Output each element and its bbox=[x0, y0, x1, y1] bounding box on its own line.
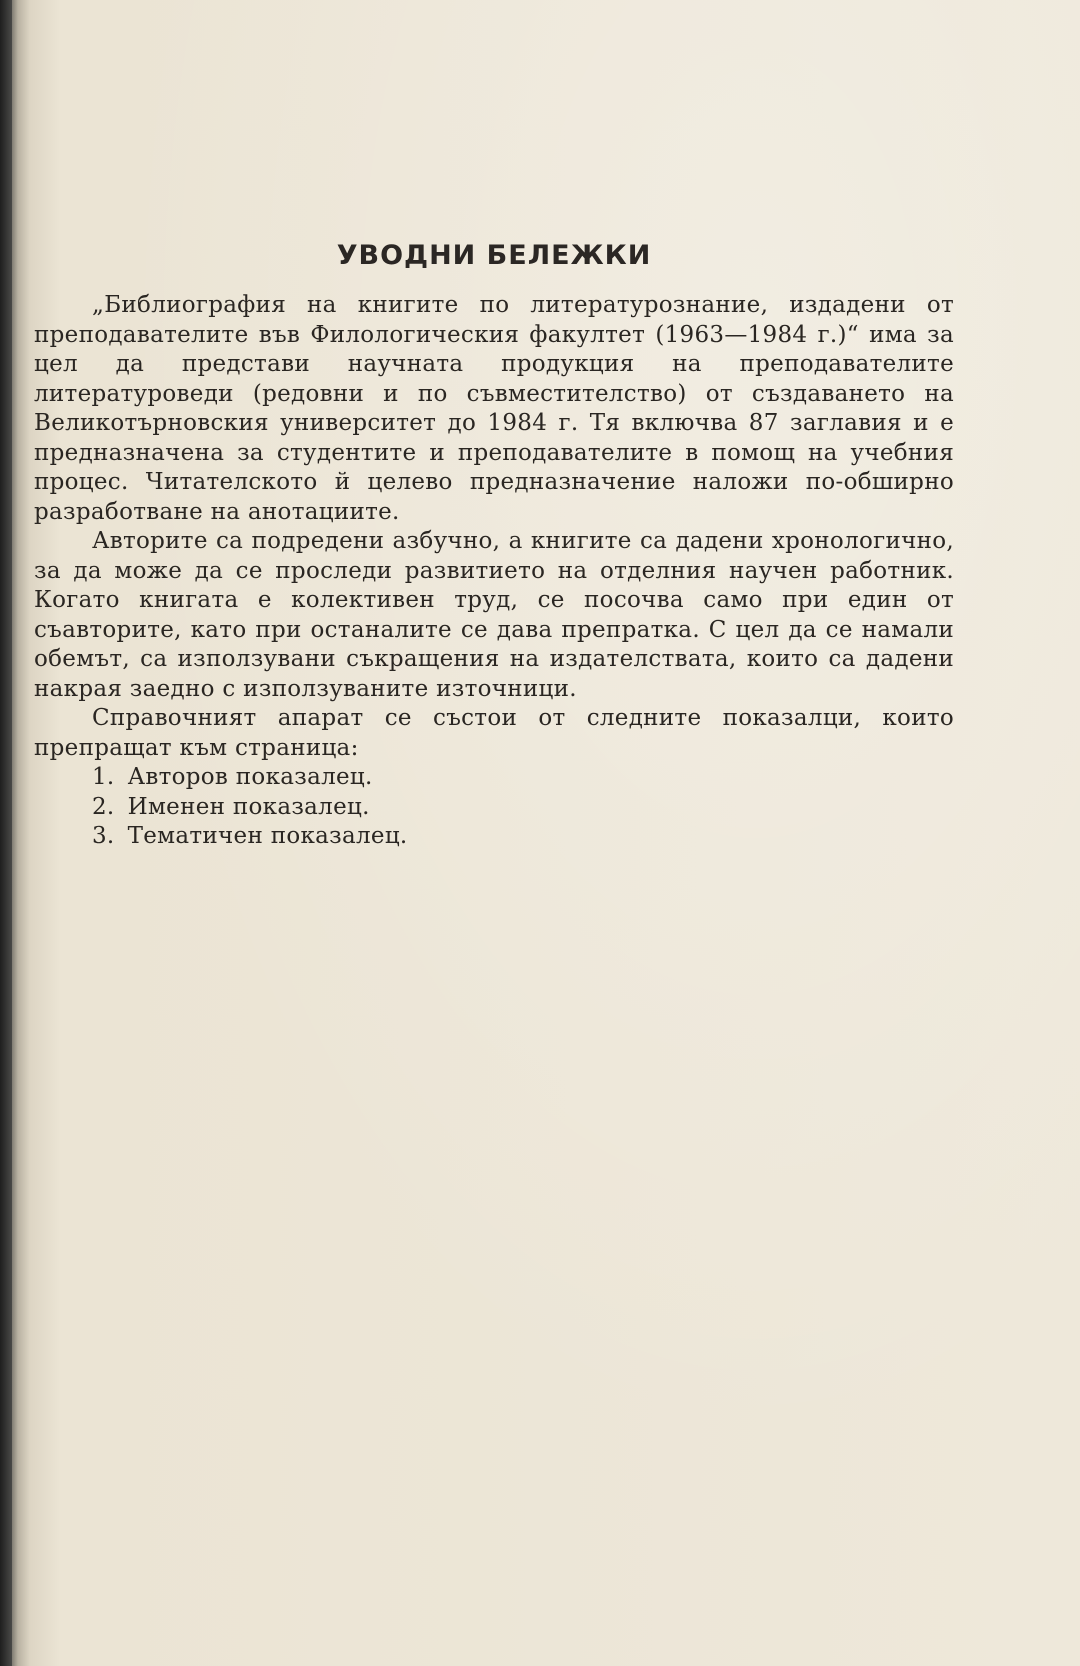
index-number: 1. bbox=[92, 764, 115, 790]
index-label: Авторов показалец. bbox=[127, 764, 373, 790]
page-content bbox=[34, 240, 954, 852]
index-label: Тематичен показалец. bbox=[127, 823, 408, 849]
index-number: 3. bbox=[92, 823, 115, 849]
binding-edge bbox=[0, 0, 12, 1666]
index-list-item bbox=[92, 822, 954, 852]
index-list-item bbox=[92, 793, 954, 823]
index-list bbox=[34, 763, 954, 852]
paragraph-intro: „Библиография на книгите по литературознание, издадени от преподавателите във Филологическия факултет (1963—1984 г.)“ има за цел да представи научната продукция на преподавателите литературоведи (редовни и по съвместителство) от създаването на Великотърновския университет до 1984 г. Тя включва 87 заглавия и е предназначена за студентите и преподавателите в помощ на учебния процес. Читателското й целево предназначение наложи по-обширно разработване на анотациите. bbox=[34, 292, 954, 525]
index-list-item bbox=[92, 763, 954, 793]
paragraph-reference-apparatus: Справочният апарат се състои от следните показалци, които препращат към страница: bbox=[34, 705, 954, 761]
page-title: УВОДНИ БЕЛЕЖКИ bbox=[336, 240, 652, 271]
paragraph-arrangement: Авторите са подредени азбучно, а книгите са дадени хронологично, за да може да се проследи развитието на отделния научен работник. Когато книгата е колективен труд, се посочва само при един от съавторите, като при останалите се дава препратка. С цел да се намали обемът, са използувани съкращения на издателствата, които са дадени накрая заедно с използуваните източници. bbox=[34, 528, 954, 702]
index-number: 2. bbox=[92, 793, 115, 820]
index-label: Именен показалец. bbox=[127, 793, 370, 820]
